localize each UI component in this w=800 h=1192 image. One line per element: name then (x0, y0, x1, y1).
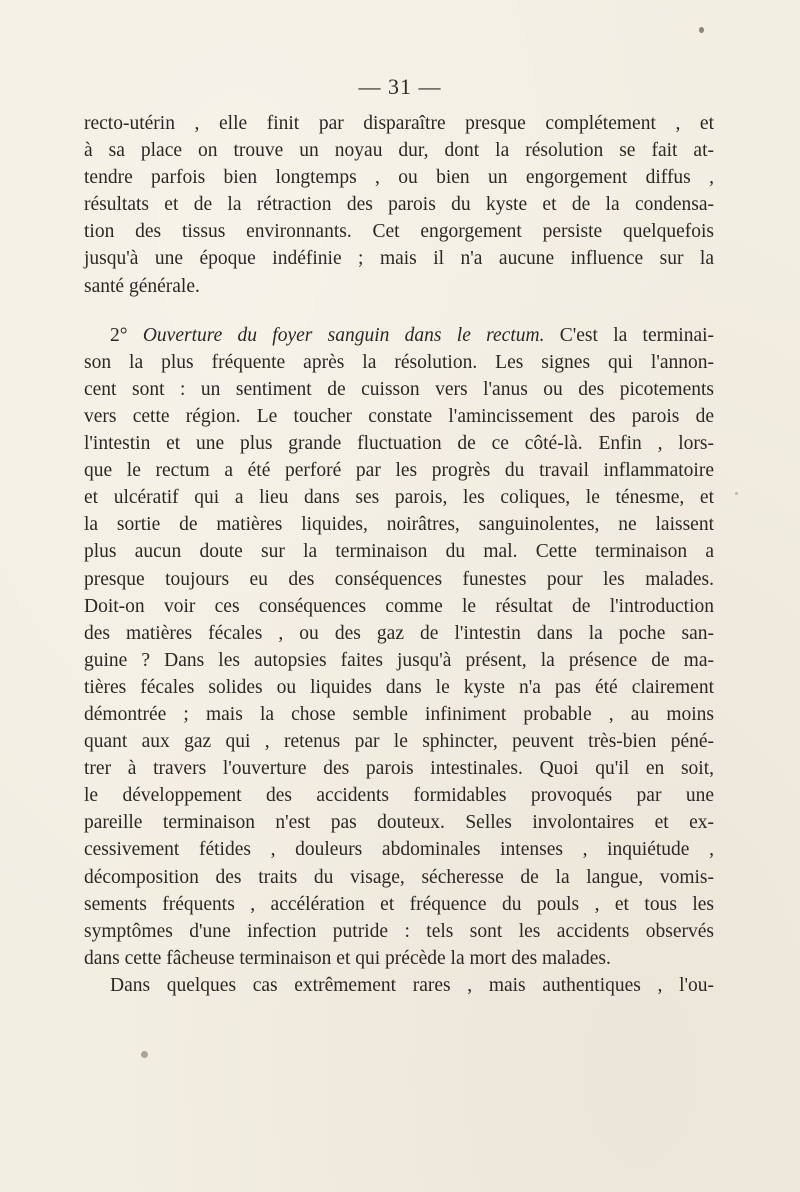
text-line: à sa place on trouve un noyau dur, dont la résolution se fait at- (84, 140, 714, 162)
paper-speck (699, 27, 704, 33)
text-line: Dans quelques cas extrêmement rares , mais authentiques , l'ou- (110, 974, 714, 996)
paragraph-2 (84, 322, 714, 972)
text-line: son la plus fréquente après la résolution. Les signes qui l'annon- (84, 351, 714, 373)
paragraph-spacer (84, 300, 714, 322)
text-line: cent sont : un sentiment de cuisson vers l'anus ou des picotements (84, 378, 714, 400)
text-line: santé générale. (84, 275, 200, 297)
text-line: jusqu'à une époque indéfinie ; mais il n'a aucune influence sur la (84, 248, 714, 270)
text-line: presque toujours eu des conséquences funestes pour les malades. (84, 568, 714, 590)
heading-continuation: C'est la terminai- (559, 324, 715, 346)
text-line: pareille terminaison n'est pas douteux. Selles involontaires et ex- (84, 812, 714, 834)
text-line: symptômes d'une infection putride : tels sont les accidents observés (84, 920, 714, 942)
text-line: sements fréquents , accélération et fréquence du pouls , et tous les (84, 893, 714, 915)
text-line: décomposition des traits du visage, sécheresse de la langue, vomis- (84, 866, 714, 888)
paragraph-1 (84, 110, 714, 300)
text-line: recto-utérin , elle finit par disparaître presque complétement , et (84, 113, 714, 134)
paper-speck (141, 1051, 148, 1058)
page-number: — 31 — (358, 74, 442, 99)
body-text (84, 110, 714, 999)
text-line: des matières fécales , ou des gaz de l'intestin dans la poche san- (84, 622, 714, 644)
text-line: vers cette région. Le toucher constate l'amincissement des parois de (84, 405, 714, 427)
text-line: la sortie de matières liquides, noirâtres, sanguinolentes, ne laissent (84, 514, 714, 536)
paper-speck (735, 492, 738, 495)
section-heading: Ouverture du foyer sanguin dans le rectum. (142, 324, 545, 346)
text-line: et ulcératif qui a lieu dans ses parois, les coliques, le ténesme, et (84, 487, 714, 509)
text-line: cessivement fétides , douleurs abdominales intenses , inquiétude , (84, 839, 714, 861)
text-line: dans cette fâcheuse terminaison et qui précède la mort des malades. (84, 947, 611, 969)
text-line: trer à travers l'ouverture des parois intestinales. Quoi qu'il en soit, (84, 758, 714, 780)
text-line: Doit-on voir ces conséquences comme le résultat de l'introduction (84, 595, 714, 617)
text-line: le développement des accidents formidables provoqués par une (84, 785, 714, 807)
text-line: plus aucun doute sur la terminaison du mal. Cette terminaison a (84, 541, 714, 563)
text-line: l'intestin et une plus grande fluctuation de ce côté-là. Enfin , lors- (84, 433, 714, 455)
text-line: tendre parfois bien longtemps , ou bien un engorgement diffus , (84, 167, 714, 189)
text-line: quant aux gaz qui , retenus par le sphincter, peuvent très-bien péné- (84, 731, 714, 753)
text-line: tion des tissus environnants. Cet engorgement persiste quelquefois (84, 221, 714, 243)
section-number: 2° (110, 324, 128, 346)
text-line: que le rectum a été perforé par les progrès du travail inflammatoire (84, 460, 714, 482)
text-line: guine ? Dans les autopsies faites jusqu'à présent, la présence de ma- (84, 649, 714, 671)
text-line: résultats et de la rétraction des parois du kyste et de la condensa- (84, 194, 714, 216)
paragraph-3 (84, 972, 714, 999)
text-line: démontrée ; mais la chose semble infiniment probable , au moins (84, 703, 714, 725)
text-line: tières fécales solides ou liquides dans le kyste n'a pas été clairement (84, 676, 714, 698)
paragraph-2-first-line (84, 322, 714, 349)
